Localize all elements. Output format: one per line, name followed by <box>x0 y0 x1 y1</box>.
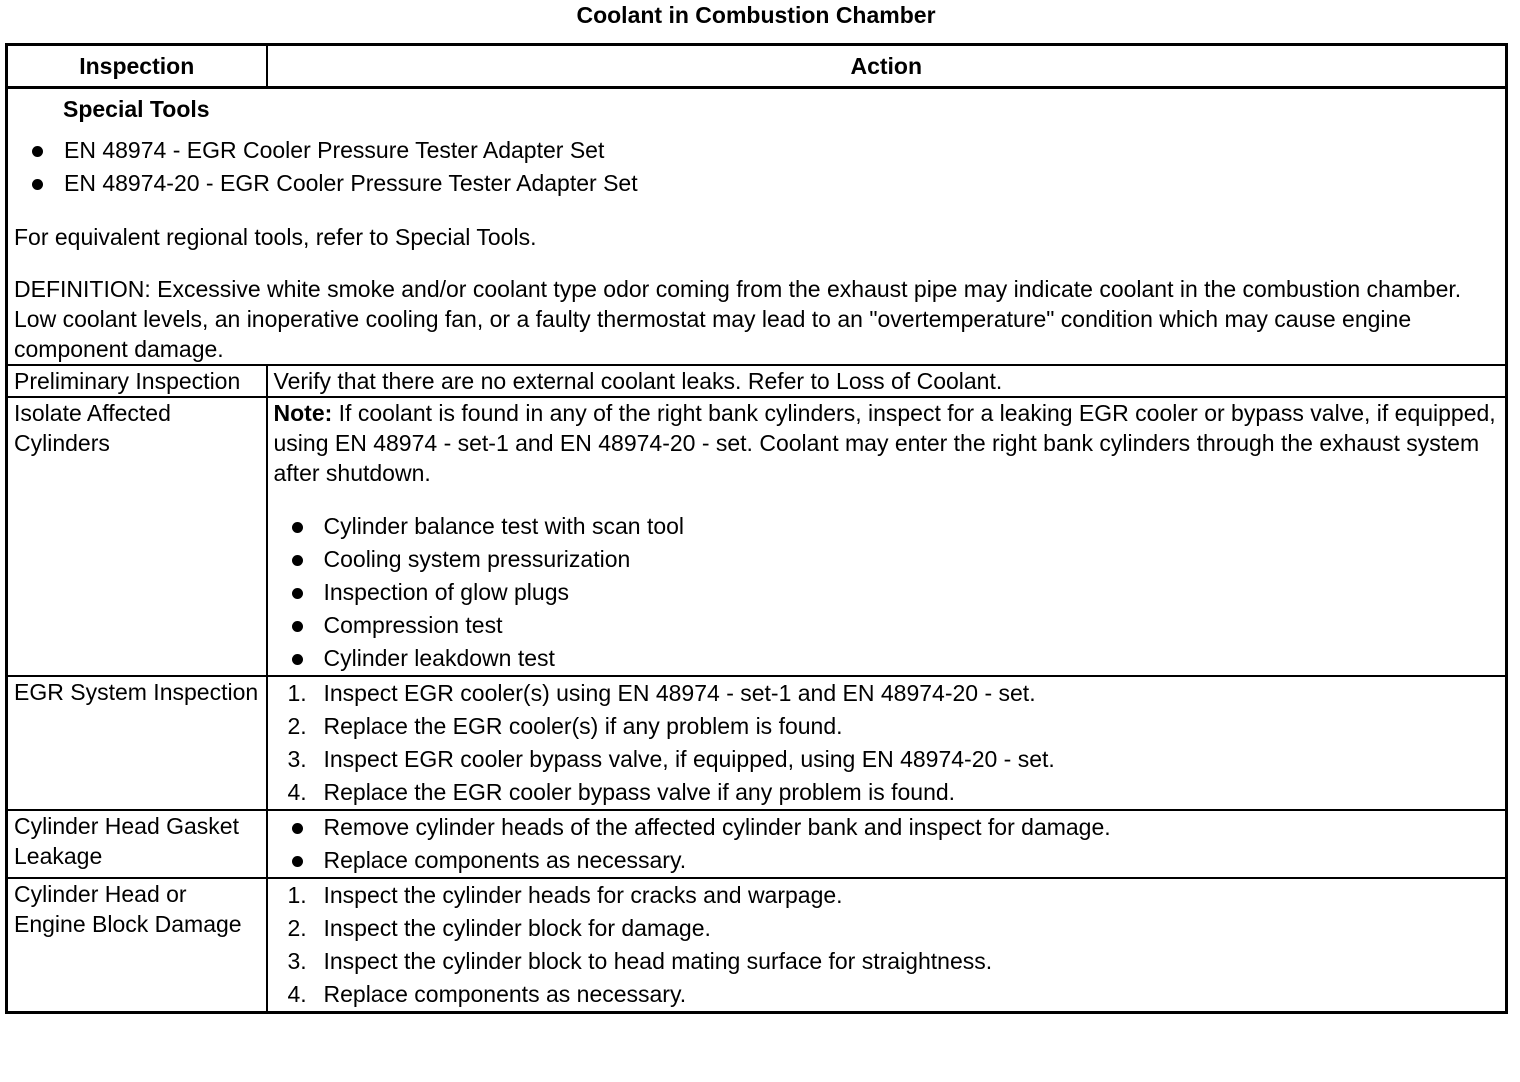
table-row <box>7 810 1507 878</box>
list-item <box>274 710 1500 743</box>
list-item: Cylinder balance test with scan tool <box>274 510 1500 543</box>
list-item <box>274 879 1500 912</box>
list-item: Compression test <box>274 609 1500 642</box>
action-column-header: Action <box>267 45 1507 88</box>
egr-steps-list <box>274 677 1500 809</box>
table-header-row <box>7 45 1507 88</box>
special-tools-heading: Special Tools <box>63 96 210 122</box>
action-cell <box>267 878 1507 1013</box>
list-item <box>274 912 1500 945</box>
step-text: Inspect EGR cooler(s) using EN 48974 - set-1 and EN 48974-20 - set. <box>323 680 1036 706</box>
step-number: 1. <box>287 680 307 706</box>
gasket-list <box>274 811 1500 877</box>
action-cell <box>267 810 1507 878</box>
list-item <box>274 978 1500 1011</box>
special-tools-row <box>7 88 1507 366</box>
step-number: 4. <box>287 779 307 805</box>
action-cell: Verify that there are no external coolant leaks. Refer to Loss of Coolant. <box>267 365 1507 397</box>
step-text: Replace the EGR cooler bypass valve if any problem is found. <box>323 779 956 805</box>
note-label: Note: <box>273 400 333 426</box>
inspection-cell: Cylinder Head or Engine Block Damage <box>7 878 267 1013</box>
table-row <box>7 365 1507 397</box>
test-list <box>274 510 1500 675</box>
note-text: If coolant is found in any of the right bank cylinders, inspect for a leaking EGR cooler or bypass valve, if equipped, using EN 48974 - set-1 and EN 48974-20 - set. Coolant may enter the right bank cylinders through the exhaust system after shutdown. <box>273 400 1496 486</box>
step-number: 1. <box>287 882 307 908</box>
action-cell <box>267 397 1507 676</box>
block-steps-list <box>274 879 1500 1011</box>
list-item: Cooling system pressurization <box>274 543 1500 576</box>
step-number: 3. <box>287 948 307 974</box>
action-cell <box>267 676 1507 810</box>
step-text: Inspect the cylinder heads for cracks and warpage. <box>323 882 843 908</box>
step-text: Inspect the cylinder block for damage. <box>323 915 711 941</box>
regional-tools-note: For equivalent regional tools, refer to Special Tools. <box>14 224 537 250</box>
list-item <box>274 677 1500 710</box>
step-text: Replace the EGR cooler(s) if any problem is found. <box>323 713 843 739</box>
step-text: Replace components as necessary. <box>323 981 687 1007</box>
table-row <box>7 676 1507 810</box>
table-row <box>7 397 1507 676</box>
step-text: Inspect EGR cooler bypass valve, if equipped, using EN 48974-20 - set. <box>323 746 1055 772</box>
inspection-cell: Isolate Affected Cylinders <box>7 397 267 676</box>
step-number: 2. <box>287 915 307 941</box>
special-tools-list <box>14 134 1499 200</box>
step-text: Inspect the cylinder block to head mating surface for straightness. <box>323 948 993 974</box>
list-item: Inspection of glow plugs <box>274 576 1500 609</box>
inspection-cell: EGR System Inspection <box>7 676 267 810</box>
list-item: Remove cylinder heads of the affected cylinder bank and inspect for damage. <box>274 811 1500 844</box>
list-item <box>274 743 1500 776</box>
table-row <box>7 878 1507 1013</box>
list-item <box>274 776 1500 809</box>
list-item: EN 48974 - EGR Cooler Pressure Tester Adapter Set <box>14 134 1499 167</box>
note-paragraph <box>274 398 1500 488</box>
list-item: Cylinder leakdown test <box>274 642 1500 675</box>
list-item: Replace components as necessary. <box>274 844 1500 877</box>
list-item <box>274 945 1500 978</box>
list-item: EN 48974-20 - EGR Cooler Pressure Tester Adapter Set <box>14 167 1499 200</box>
inspection-cell: Preliminary Inspection <box>7 365 267 397</box>
definition-text: DEFINITION: Excessive white smoke and/or coolant type odor coming from the exhaust pipe may indicate coolant in the combustion chamber. Low coolant levels, an inoperative cooling fan, or a faulty thermostat may lead to an "overtemperature" condition which may cause engine component damage. <box>14 276 1462 362</box>
step-number: 2. <box>287 713 307 739</box>
diagnostic-table <box>5 43 1508 1014</box>
step-number: 4. <box>287 981 307 1007</box>
special-tools-cell <box>7 88 1507 366</box>
step-number: 3. <box>287 746 307 772</box>
inspection-column-header: Inspection <box>7 45 267 88</box>
page-title: Coolant in Combustion Chamber <box>576 2 936 28</box>
inspection-cell: Cylinder Head Gasket Leakage <box>7 810 267 878</box>
